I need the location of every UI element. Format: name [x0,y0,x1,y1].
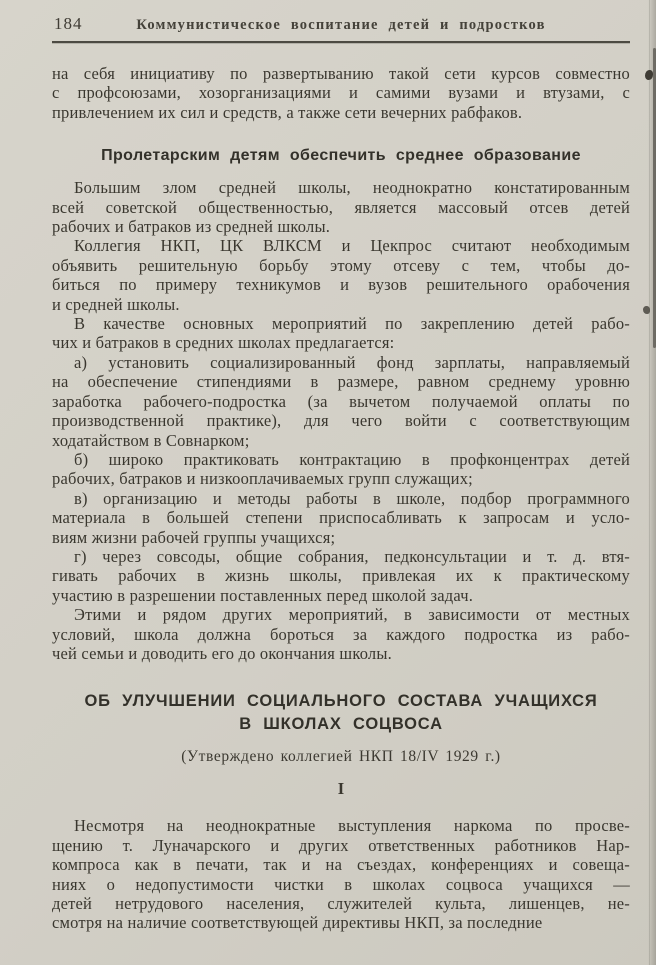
page-header [52,14,630,36]
paragraph-line: привлечением их сил и средств, а также сети вечерних рабфаков. [52,102,523,122]
paragraph-line: с профсоюзами, хозорганизациями и самими вузами и втузами, с [52,83,630,103]
page-content [52,64,630,933]
paragraph-line: заработка рабочего-подростка (за вычетом получаемой оплаты по [52,391,630,411]
paragraph-line: чих и батраков в средних школах предлагается: [52,333,395,353]
paragraph-line: детей нетрудового населения, служителей культа, лишенцев, не- [52,894,630,913]
paragraph-line: и средней школы. [52,294,180,314]
section-numeral: I [337,779,345,799]
header-rule [52,41,630,43]
paragraph-line: виям жизни рабочей группы учащихся; [52,527,336,547]
paragraph-line: смотря на наличие соответствующей директивы НКП, за последние [52,913,543,933]
paragraph-line: щению т. Луначарского и других ответственных работников Нар- [52,835,630,855]
paragraph [52,236,630,314]
paragraph-line: а) установить социализированный фонд зарплаты, направляемый [74,352,630,372]
paragraph-line: Большим злом средней школы, неоднократно констатированным [74,178,630,198]
article-heading-line: В ШКОЛАХ СОЦВОСА [239,715,443,734]
paragraph-line: рабочих, батраков и низкооплачиваемых групп служащих; [52,469,473,489]
paragraph-line: участию в разрешении поставленных перед школой задач. [52,585,474,605]
paragraph-line: Коллегия НКП, ЦК ВЛКСМ и Цекпрос считают необходимым [74,236,630,256]
paragraph [52,314,630,353]
section-heading: Пролетарским детям обеспечить среднее образование [101,147,581,165]
paragraph-line: условий, школа должна бороться за каждого подростка из рабо- [52,624,630,644]
paragraph-line: В качестве основных мероприятий по закреплению детей рабо- [74,314,630,334]
paragraph [52,450,630,489]
paragraph [52,489,630,547]
paragraph [52,816,630,932]
paragraph-line: чей семьи и доводить его до окончания школы. [52,643,392,663]
paragraph-line: гивать рабочих в жизнь школы, привлекая их к практическому [52,566,630,586]
ink-speck [643,306,650,314]
page-number: 184 [54,14,83,33]
paragraph-line: Этими и рядом других мероприятий, в зависимости от местных [74,605,630,625]
paragraph-line: г) через совсоды, общие собрания, педконсультации и т. д. втя- [74,546,630,566]
paragraph-line: б) широко практиковать контрактацию в профконцентрах детей [74,449,630,469]
paragraph-line: компроса как в печати, так и на съездах, конференциях и совеща- [52,855,630,875]
paragraph [52,178,630,236]
paragraph-line: биться по примеру техникумов и вузов решительного орабочения [52,275,630,295]
paragraph-line: Несмотря на неоднократные выступления наркома по просве- [74,816,630,836]
page-edge-crease [649,0,650,965]
paragraph-line: всей советской общественностью, является массовый отсев детей [52,197,630,217]
article-heading-line: ОБ УЛУЧШЕНИИ СОЦИАЛЬНОГО СОСТАВА УЧАЩИХСЯ [84,692,598,711]
paragraph [52,353,630,450]
paragraph [52,64,630,122]
paragraph [52,605,630,663]
running-title: Коммунистическое воспитание детей и подростков [136,17,546,33]
paragraph-line: в) организацию и методы работы в школе, подбор программного [74,488,630,508]
paragraph-line: на себя инициативу по развертыванию такой сети курсов совместно [52,64,630,83]
paragraph [52,547,630,605]
paragraph-line: объявить решительную борьбу этому отсеву с тем, чтобы до- [52,255,630,275]
approval-note: (Утверждено коллегией НКП 18/IV 1929 г.) [181,748,501,766]
paragraph-line: производственной практике), для чего войти с соответствующим [52,411,630,431]
paragraph-line: ниях о недопустимости чистки в школах соцвоса учащихся — [52,874,630,894]
paragraph-line: ходатайством в Совнарком; [52,430,250,450]
paragraph-line: на обеспечение стипендиями в размере, равном среднему уровню [52,372,630,392]
article-heading [52,690,630,736]
paragraph-line: материала в большей степени приспосабливать к запросам и усло- [52,508,630,528]
paragraph-line: рабочих и батраков из средней школы. [52,217,331,237]
